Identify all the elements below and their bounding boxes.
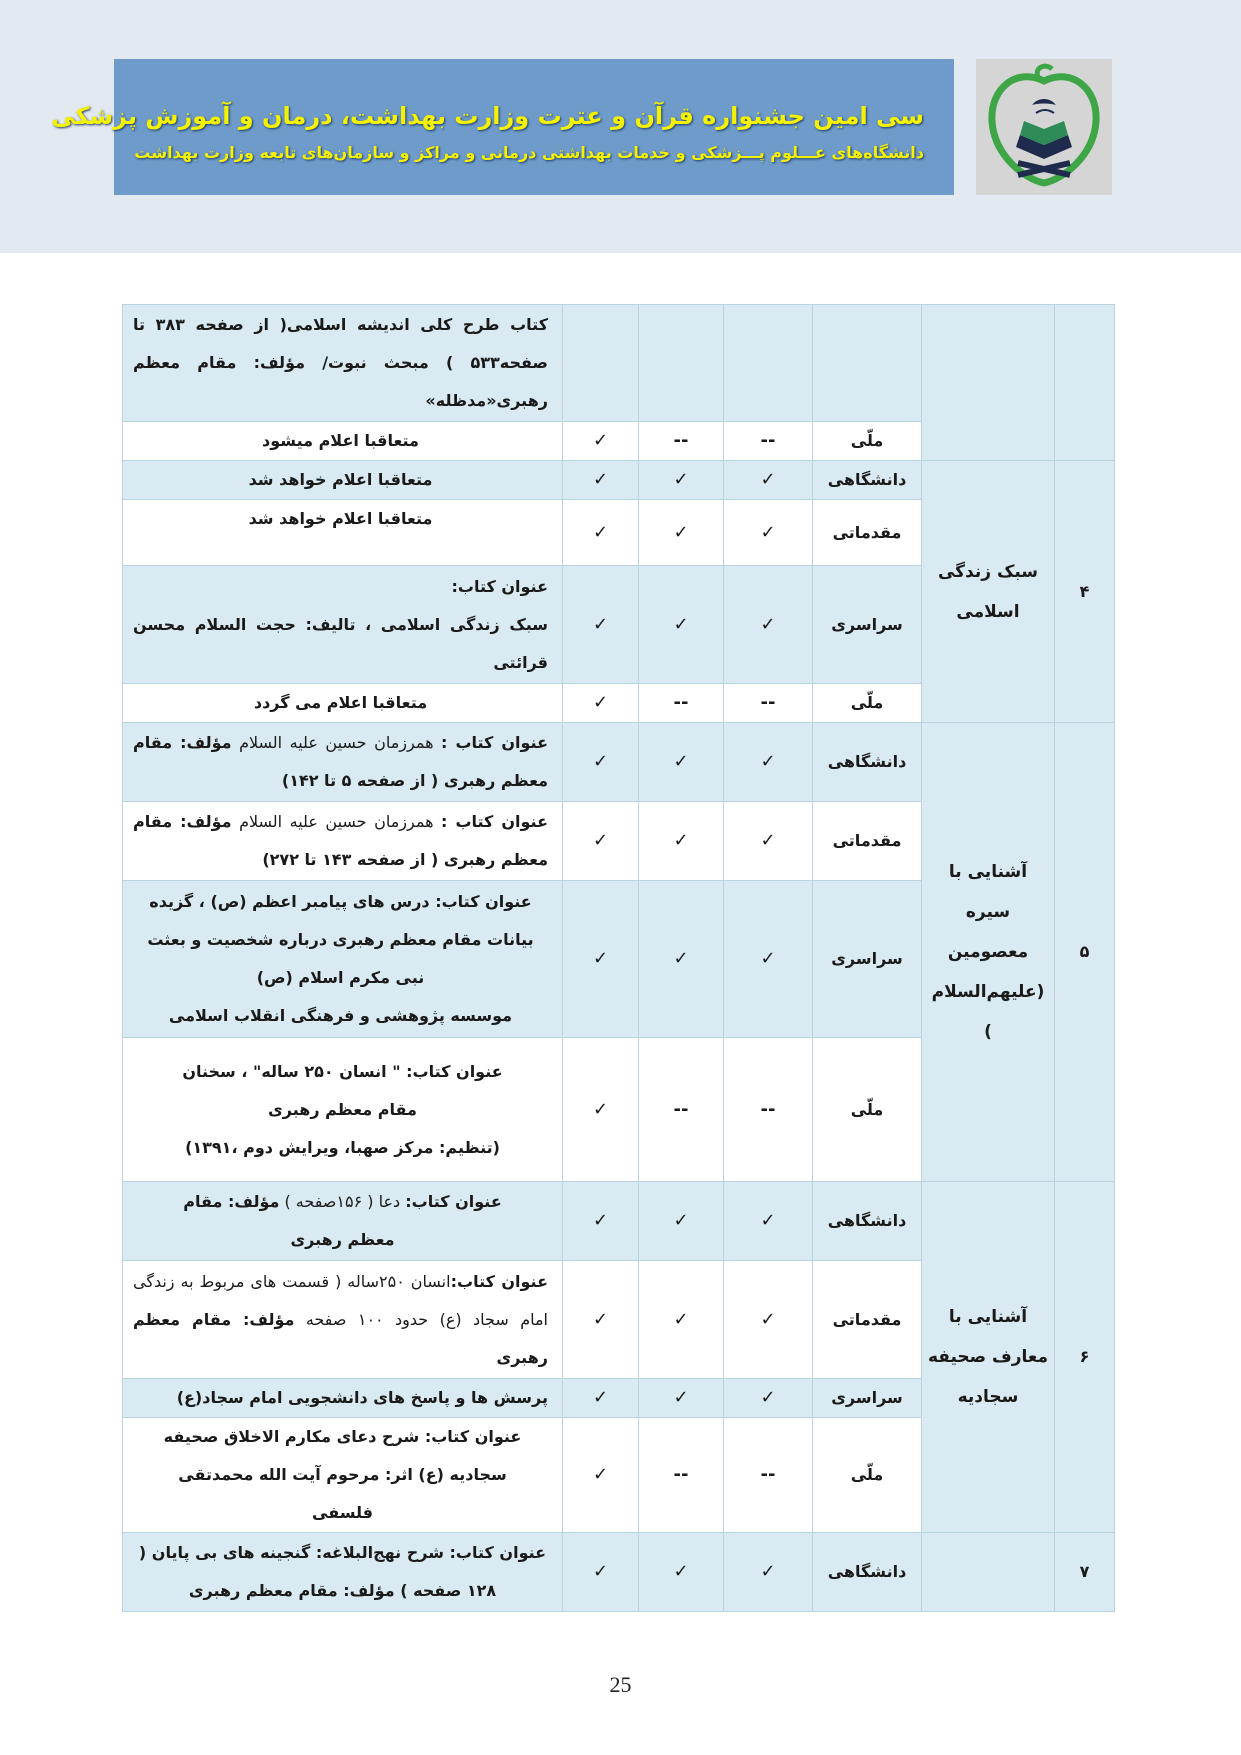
check-mark: ✓ (639, 1533, 724, 1612)
check-mark: ✓ (639, 1261, 724, 1379)
dash-mark: -- (724, 422, 813, 461)
book-description: عنوان کتاب: " انسان ۲۵۰ ساله" ، سخنان مقام معظم رهبری (تنظیم: مرکز صهبا، ویرایش دوم ،۱۳۹۱) (123, 1038, 563, 1182)
group-number: ۶ (1055, 1182, 1115, 1533)
check-mark: ✓ (639, 1182, 724, 1261)
group-category (922, 1533, 1055, 1612)
check-mark: ✓ (724, 723, 813, 802)
book-description: متعاقبا اعلام خواهد شد (123, 461, 563, 500)
check-mark: ✓ (563, 1379, 639, 1418)
check-mark: ✓ (563, 422, 639, 461)
table-row (123, 1533, 1115, 1612)
dash-mark: -- (724, 1418, 813, 1533)
book-description: متعاقبا اعلام می گردد (123, 684, 563, 723)
check-mark: ✓ (724, 881, 813, 1038)
dash-mark: -- (639, 1038, 724, 1182)
check-mark: ✓ (639, 802, 724, 881)
level-cell: سراسری (813, 881, 922, 1038)
table-row (123, 461, 1115, 500)
level-cell: سراسری (813, 1379, 922, 1418)
check-mark: ✓ (563, 1261, 639, 1379)
curriculum-table (122, 304, 1115, 1612)
dash-mark: -- (639, 422, 724, 461)
check-mark: ✓ (563, 1182, 639, 1261)
check-mark: ✓ (724, 1261, 813, 1379)
check-mark: ✓ (639, 1379, 724, 1418)
level-cell: دانشگاهی (813, 723, 922, 802)
check-mark: ✓ (724, 1379, 813, 1418)
book-description: متعاقبا اعلام خواهد شد (123, 500, 563, 566)
group-category: آشنایی با سیره معصومین (علیهم‌السلام ) (922, 723, 1055, 1182)
check-mark: ✓ (563, 881, 639, 1038)
book-description: عنوان کتاب: درس های پیامبر اعظم (ص) ، گزیده بیانات مقام معظم رهبری درباره شخصیت و بعثت نبی مکرم اسلام (ص) موسسه پژوهشی و فرهنگی انقلاب اسلامی (123, 881, 563, 1038)
book-description: عنوان کتاب : همرزمان حسین علیه السلام مؤلف: مقام معظم رهبری ( از صفحه ۵ تا ۱۴۲) (123, 723, 563, 802)
dash-mark: -- (639, 684, 724, 723)
check-mark: ✓ (563, 802, 639, 881)
check-mark: ✓ (724, 1533, 813, 1612)
check-mark: ✓ (724, 461, 813, 500)
check-mark: ✓ (724, 500, 813, 566)
dash-mark: -- (639, 1418, 724, 1533)
level-cell: مقدماتی (813, 1261, 922, 1379)
level-cell: ملّی (813, 422, 922, 461)
festival-title: سی امین جشنواره قرآن و عترت وزارت بهداشت، درمان و آموزش پزشکی (51, 102, 924, 130)
group-number: ۷ (1055, 1533, 1115, 1612)
check-mark: ✓ (639, 461, 724, 500)
check-mark: ✓ (563, 500, 639, 566)
group-category: آشنایی با معارف صحیفه سجادیه (922, 1182, 1055, 1533)
check-mark: ✓ (563, 723, 639, 802)
level-cell: دانشگاهی (813, 1182, 922, 1261)
table-row (123, 305, 1115, 422)
book-description: کتاب طرح کلی اندیشه اسلامی( از صفحه ۳۸۳ تا صفحه۵۳۳ ) مبحث نبوت/ مؤلف: مقام معظم رهبری«مدظله» (123, 305, 563, 422)
level-cell (813, 305, 922, 422)
quran-festival-logo-icon (976, 59, 1112, 195)
table-row (123, 1182, 1115, 1261)
level-cell: دانشگاهی (813, 461, 922, 500)
level-cell: سراسری (813, 566, 922, 684)
group-number-cell (1055, 305, 1115, 461)
check-mark: ✓ (639, 500, 724, 566)
check-mark: ✓ (563, 1418, 639, 1533)
book-description: پرسش ها و پاسخ های دانشجویی امام سجاد(ع) (123, 1379, 563, 1418)
group-category: سبک زندگی اسلامی (922, 461, 1055, 723)
check-mark: ✓ (724, 566, 813, 684)
dash-mark: -- (724, 1038, 813, 1182)
book-description: متعاقبا اعلام میشود (123, 422, 563, 461)
page-number: 25 (609, 1672, 632, 1697)
group-number: ۵ (1055, 723, 1115, 1182)
check-mark: ✓ (724, 802, 813, 881)
level-cell: مقدماتی (813, 802, 922, 881)
check-mark: ✓ (563, 461, 639, 500)
check-mark: ✓ (639, 723, 724, 802)
level-cell: دانشگاهی (813, 1533, 922, 1612)
book-description: عنوان کتاب: دعا ( ۱۵۶صفحه ) مؤلف: مقام معظم رهبری (123, 1182, 563, 1261)
check-mark: ✓ (639, 566, 724, 684)
group-number: ۴ (1055, 461, 1115, 723)
check-mark: ✓ (724, 1182, 813, 1261)
group-category-cell (922, 305, 1055, 461)
check-mark: ✓ (563, 684, 639, 723)
book-description: عنوان کتاب: شرح دعای مکارم الاخلاق صحیفه سجادیه (ع) اثر: مرحوم آیت الله محمدتقی فلسفی (123, 1418, 563, 1533)
dash-mark: -- (724, 684, 813, 723)
level-cell: ملّی (813, 684, 922, 723)
book-description: عنوان کتاب: سبک زندگی اسلامی ، تالیف: حجت السلام محسن قرائتی (123, 566, 563, 684)
logo (976, 59, 1112, 195)
header-banner (51, 59, 954, 195)
book-description: عنوان کتاب: شرح نهج‌البلاغه: گنجینه های بی پایان ( ۱۲۸ صفحه ) مؤلف: مقام معظم رهبری (123, 1533, 563, 1612)
book-description: عنوان کتاب:انسان ۲۵۰ساله ( قسمت های مربوط به زندگی امام سجاد (ع) حدود ۱۰۰ صفحه مؤلف: مقام معظم رهبری (123, 1261, 563, 1379)
level-cell: مقدماتی (813, 500, 922, 566)
book-description: عنوان کتاب : همرزمان حسین علیه السلام مؤلف: مقام معظم رهبری ( از صفحه ۱۴۳ تا ۲۷۲) (123, 802, 563, 881)
check-mark: ✓ (639, 881, 724, 1038)
festival-subtitle: دانشگاه‌های عـــلوم پـــزشکی و خدمات بهداشتی درمانی و مراکز و سازمان‌های تابعه وزارت بهداشت (134, 143, 924, 162)
check-mark: ✓ (563, 1533, 639, 1612)
level-cell: ملّی (813, 1038, 922, 1182)
table-row (123, 723, 1115, 802)
check-mark: ✓ (563, 1038, 639, 1182)
check-mark: ✓ (563, 566, 639, 684)
level-cell: ملّی (813, 1418, 922, 1533)
